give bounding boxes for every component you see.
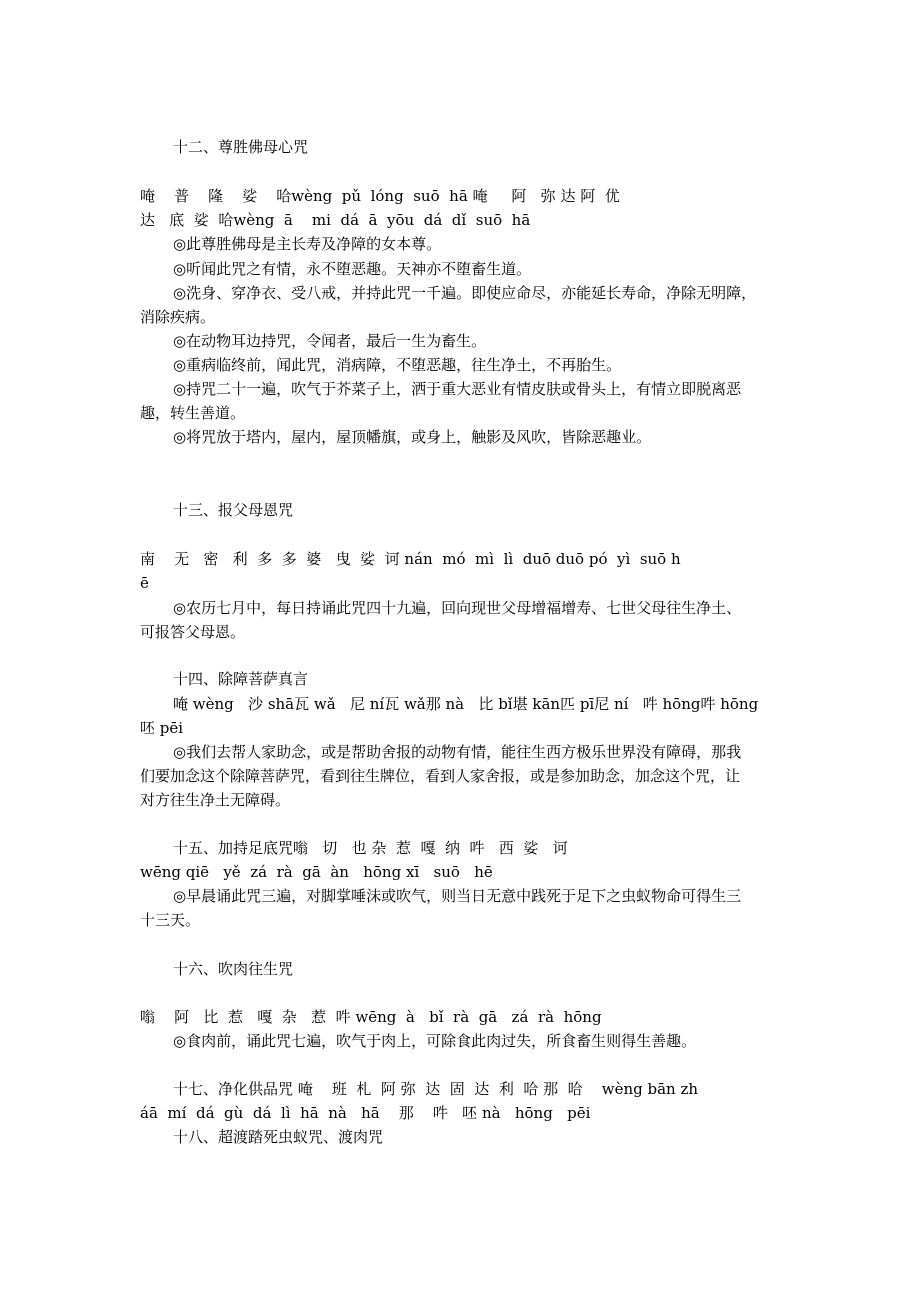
mantra-line: ē bbox=[140, 574, 149, 592]
note-line: ◎此尊胜佛母是主长寿及净障的女本尊。 bbox=[173, 235, 442, 253]
section-heading: 十六、吹肉往生咒 bbox=[173, 960, 294, 978]
note-line: 趣，转生善道。 bbox=[140, 404, 246, 422]
note-line: 消除疾病。 bbox=[140, 308, 216, 326]
note-line: ◎我们去帮人家助念，或是帮助舍报的动物有情，能往生西方极乐世界没有障碍，那我 bbox=[173, 743, 742, 761]
mantra-line: 达 底 娑 哈wèng ā mi dá ā yōu dá dǐ suō hā bbox=[140, 211, 531, 229]
note-line: ◎在动物耳边持咒，令闻者，最后一生为畜生。 bbox=[173, 332, 487, 350]
mantra-line: wēng qiē yě zá rà gā àn hōng xī suō hē bbox=[140, 863, 493, 881]
note-line: ◎将咒放于塔内，屋内，屋顶幡旗，或身上，触影及风吹，皆除恶趣业。 bbox=[173, 428, 652, 446]
mantra-line: áā mí dá gù dá lì hā nà hā 那 吽 呸 nà hōng pēi bbox=[140, 1104, 591, 1122]
mantra-line: 嗡 阿 比 惹 嘎 杂 惹 吽 wēng à bǐ rà gā zá rà hōng bbox=[140, 1008, 602, 1026]
note-line: 对方往生净土无障碍。 bbox=[140, 791, 291, 809]
note-line: ◎农历七月中，每日持诵此咒四十九遍，回向现世父母增福增寿、七世父母往生净土、 bbox=[173, 599, 742, 617]
note-line: ◎重病临终前，闻此咒，消病障，不堕恶趣，往生净土，不再胎生。 bbox=[173, 356, 622, 374]
note-line: 十三天。 bbox=[140, 911, 201, 929]
mantra-line: 唵 wèng 沙 shā瓦 wǎ 尼 ní瓦 wǎ那 nà 比 bǐ堪 kān匹 pī尼 ní 吽 hōng吽 hōng bbox=[173, 695, 759, 713]
mantra-line: 南 无 密 利 多 多 婆 曳 娑 诃 nán mó mì lì duō duō pó yì suō h bbox=[140, 550, 681, 568]
note-line: 们要加念这个除障菩萨咒，看到往生牌位，看到人家舍报，或是参加助念，加念这个咒，让 bbox=[140, 767, 741, 785]
section-heading: 十八、超渡踏死虫蚁咒、渡肉咒 bbox=[173, 1128, 384, 1146]
section-heading: 十四、除障菩萨真言 bbox=[173, 670, 309, 688]
note-line: ◎早晨诵此咒三遍，对脚掌唾沫或吹气，则当日无意中践死于足下之虫蚁物命可得生三 bbox=[173, 887, 742, 905]
section-heading: 十七、净化供品咒 唵 班 札 阿 弥 达 固 达 利 哈 那 哈 wèng bān zh bbox=[173, 1080, 699, 1098]
section-heading: 十二、尊胜佛母心咒 bbox=[173, 138, 309, 156]
note-line: 可报答父母恩。 bbox=[140, 623, 246, 641]
section-heading: 十三、报父母恩咒 bbox=[173, 501, 294, 519]
mantra-line: 唵 普 隆 娑 哈wèng pǔ lóng suō hā 唵 阿 弥 达 阿 优 bbox=[140, 187, 620, 205]
note-line: ◎持咒二十一遍，吹气于芥菜子上，洒于重大恶业有情皮肤或骨头上，有情立即脱离恶 bbox=[173, 380, 742, 398]
note-line: ◎食肉前，诵此咒七遍，吹气于肉上，可除食此肉过失，所食畜生则得生善趣。 bbox=[173, 1032, 697, 1050]
note-line: ◎洗身、穿净衣、受八戒，并持此咒一千遍。即使应命尽，亦能延长寿命，净除无明障， bbox=[173, 284, 757, 302]
mantra-line: 呸 pēi bbox=[140, 719, 184, 737]
note-line: ◎听闻此咒之有情，永不堕恶趣。天神亦不堕畜生道。 bbox=[173, 260, 532, 278]
section-heading: 十五、加持足底咒嗡 切 也 杂 惹 嘎 纳 吽 西 娑 诃 bbox=[173, 839, 568, 857]
